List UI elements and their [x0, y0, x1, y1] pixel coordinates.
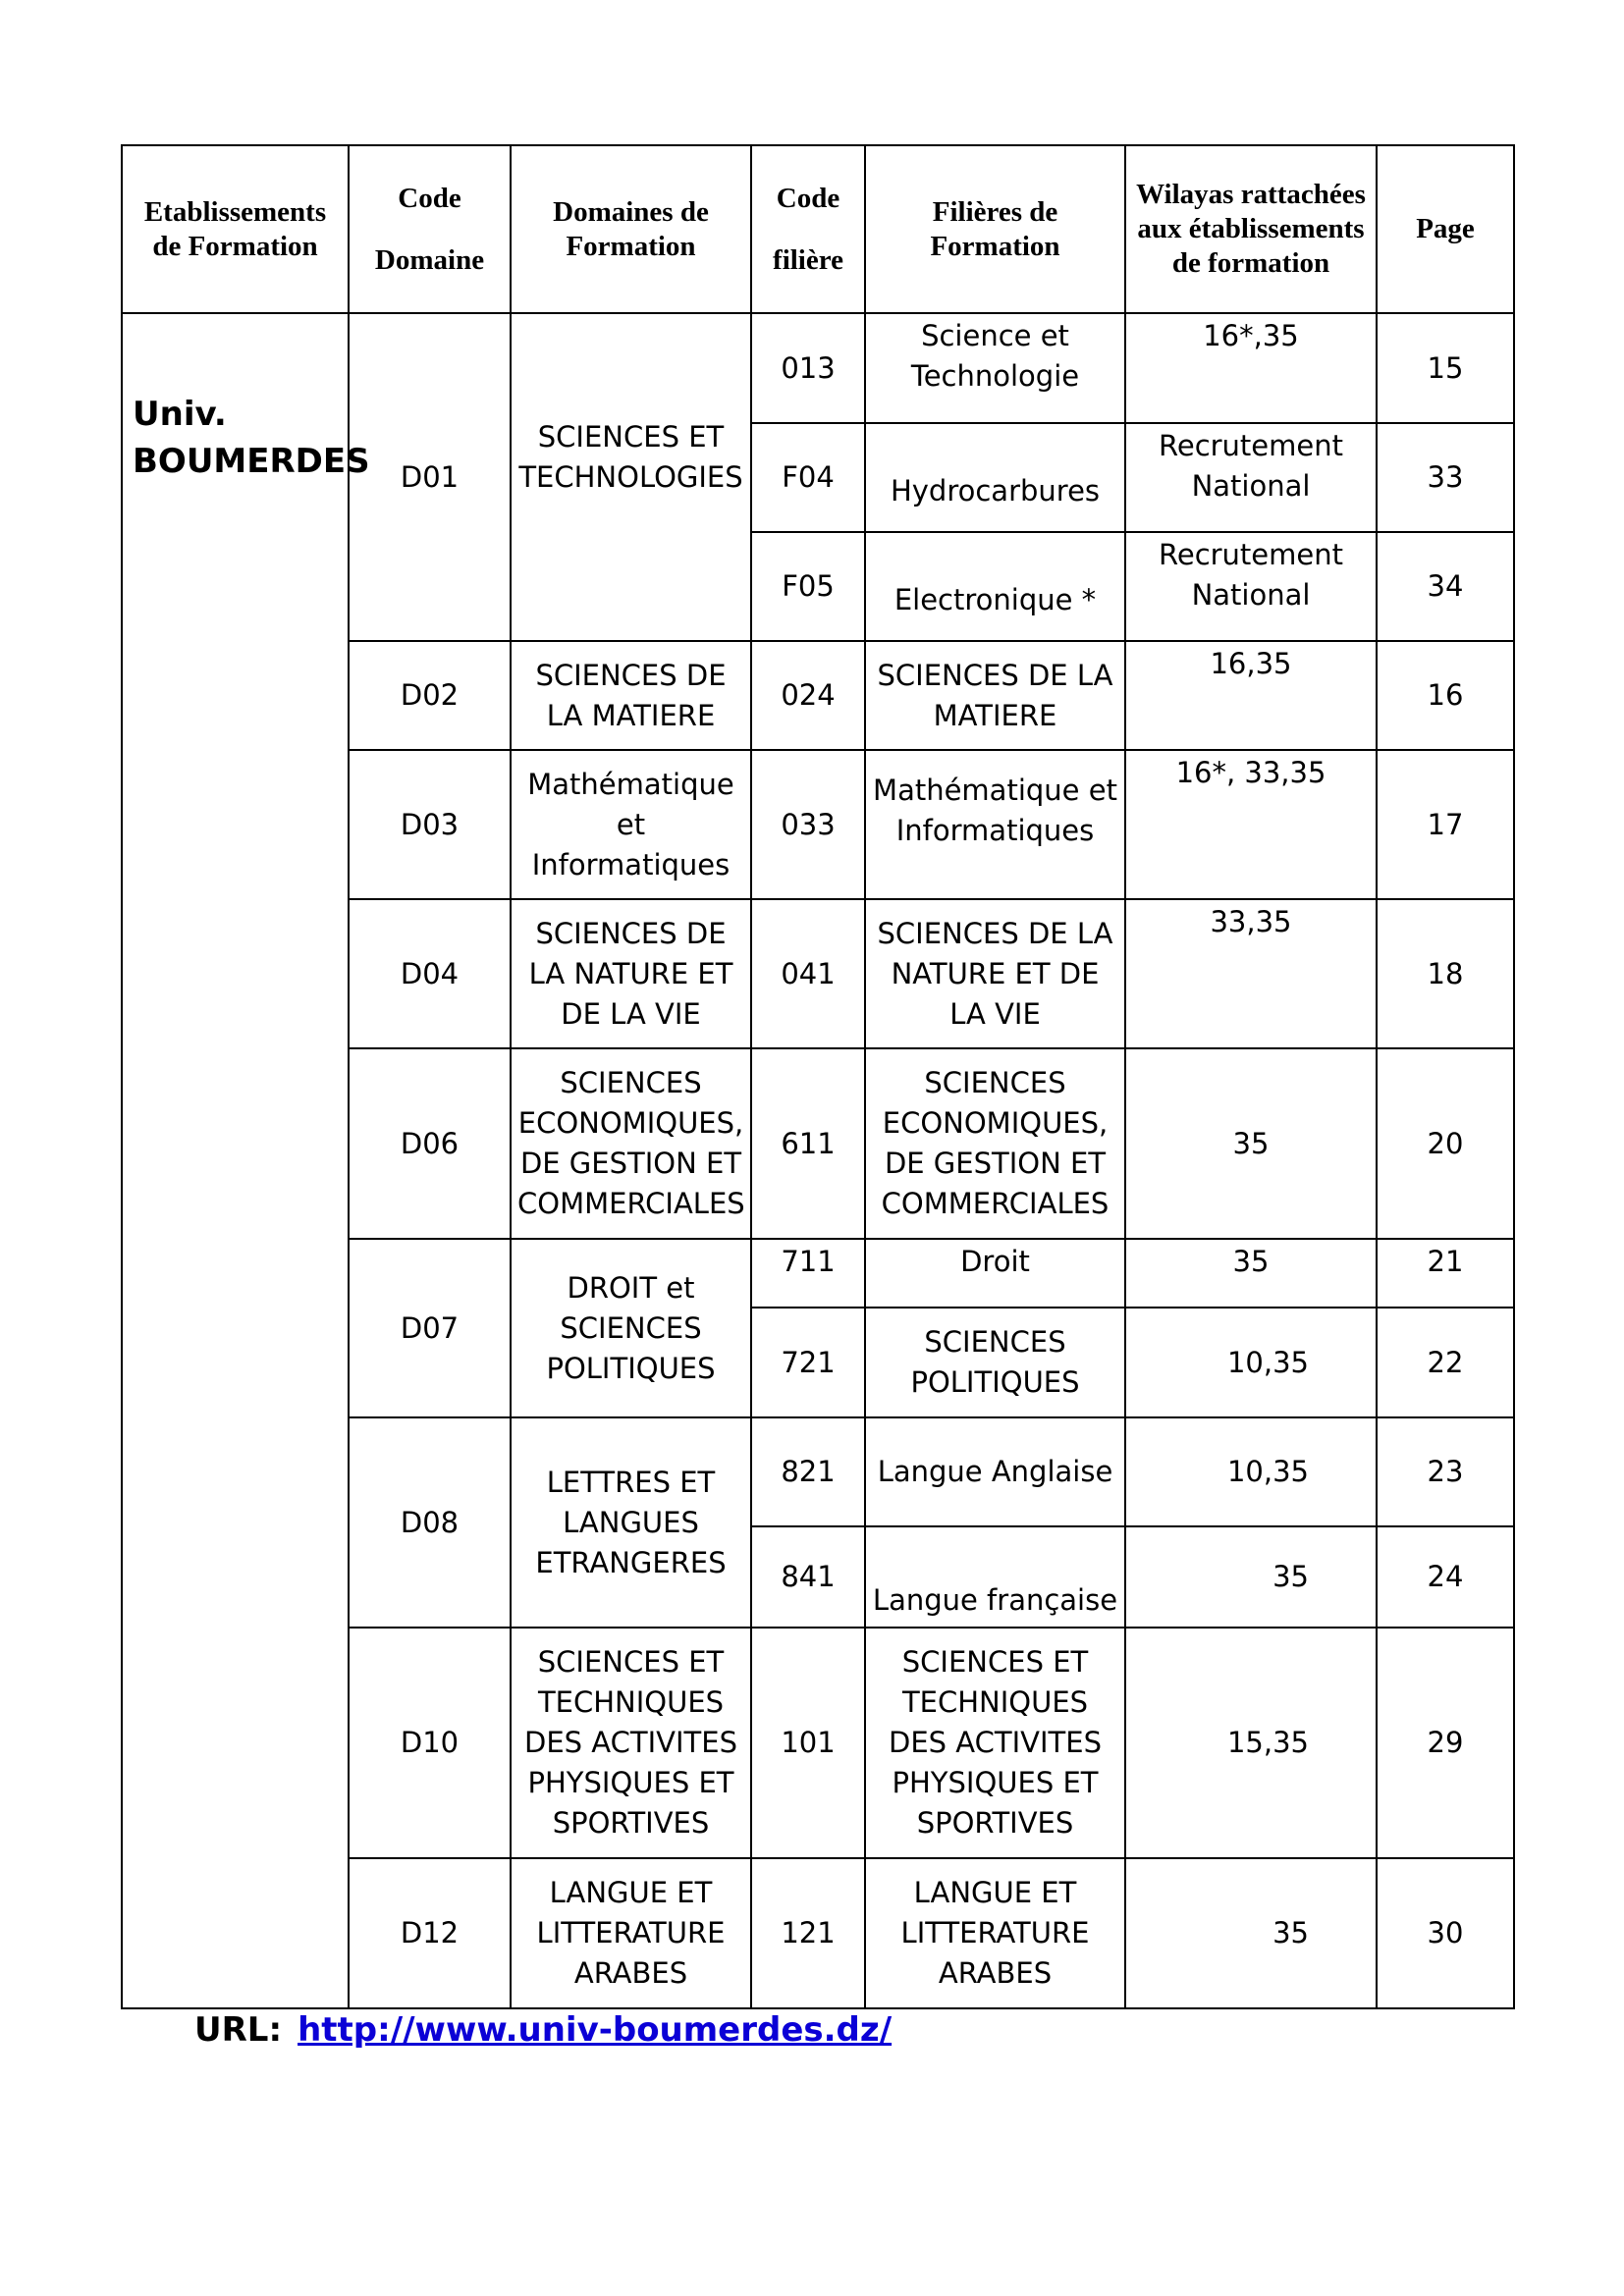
code-filiere: 101 [751, 1628, 865, 1858]
header-row [122, 145, 1514, 313]
university-website-link[interactable]: http://www.univ-boumerdes.dz/ [298, 2010, 893, 2050]
page-number: 21 [1377, 1239, 1514, 1308]
code-filiere: 033 [751, 750, 865, 899]
filiere: Mathématique et Informatiques [865, 750, 1125, 899]
wilayas: 33,35 [1125, 899, 1377, 1048]
filiere: SCIENCES ECONOMIQUES, DE GESTION ET COMMERCIALES [865, 1048, 1125, 1239]
wilayas: 16,35 [1125, 641, 1377, 750]
header-etablissements: Etablissements de Formation [122, 145, 349, 313]
domaine: SCIENCES ET TECHNIQUES DES ACTIVITES PHYSIQUES ET SPORTIVES [511, 1628, 751, 1858]
wilayas: 16*, 33,35 [1125, 750, 1377, 899]
code-filiere: F05 [751, 532, 865, 641]
domaine: LANGUE ET LITTERATURE ARABES [511, 1858, 751, 2008]
page-number: 22 [1377, 1308, 1514, 1417]
wilayas: 10,35 [1125, 1417, 1377, 1526]
formation-table [121, 144, 1515, 2009]
page-number: 15 [1377, 313, 1514, 423]
code-domaine: D12 [349, 1858, 511, 2008]
code-domaine: D04 [349, 899, 511, 1048]
filiere: Hydrocarbures [865, 423, 1125, 532]
code-domaine: D10 [349, 1628, 511, 1858]
filiere: Science et Technologie [865, 313, 1125, 423]
page-number: 23 [1377, 1417, 1514, 1526]
wilayas: Recrutement National [1125, 532, 1377, 641]
code-domaine: D06 [349, 1048, 511, 1239]
code-filiere: 611 [751, 1048, 865, 1239]
wilayas: 35 [1125, 1526, 1377, 1628]
page-number: 34 [1377, 532, 1514, 641]
code-domaine: D02 [349, 641, 511, 750]
wilayas: 10,35 [1125, 1308, 1377, 1417]
filiere: Langue française [865, 1526, 1125, 1628]
header-domaines: Domaines de Formation [511, 145, 751, 313]
code-filiere: 013 [751, 313, 865, 423]
url-label: URL: [194, 2010, 283, 2050]
code-filiere: 841 [751, 1526, 865, 1628]
code-domaine: D01 [349, 313, 511, 641]
code-filiere: F04 [751, 423, 865, 532]
header-code-domaine [349, 145, 511, 313]
page-number: 29 [1377, 1628, 1514, 1858]
code-filiere: 721 [751, 1308, 865, 1417]
page-number: 30 [1377, 1858, 1514, 2008]
code-filiere: 711 [751, 1239, 865, 1308]
page-number: 18 [1377, 899, 1514, 1048]
filiere: LANGUE ET LITTERATURE ARABES [865, 1858, 1125, 2008]
filiere: Droit [865, 1239, 1125, 1308]
table-row [122, 313, 1514, 423]
page-number: 24 [1377, 1526, 1514, 1628]
domaine: LETTRES ET LANGUES ETRANGERES [511, 1417, 751, 1628]
page-number: 20 [1377, 1048, 1514, 1239]
domaine: SCIENCES ECONOMIQUES, DE GESTION ET COMMERCIALES [511, 1048, 751, 1239]
page-number: 33 [1377, 423, 1514, 532]
footer-url [194, 2010, 892, 2050]
filiere: SCIENCES DE LA NATURE ET DE LA VIE [865, 899, 1125, 1048]
header-code-filiere [751, 145, 865, 313]
domaine: SCIENCES DE LA MATIERE [511, 641, 751, 750]
filiere: SCIENCES ET TECHNIQUES DES ACTIVITES PHYSIQUES ET SPORTIVES [865, 1628, 1125, 1858]
page-number: 17 [1377, 750, 1514, 899]
domaine: DROIT et SCIENCES POLITIQUES [511, 1239, 751, 1417]
domaine: Mathématique et Informatiques [511, 750, 751, 899]
code-domaine: D07 [349, 1239, 511, 1417]
header-filieres: Filières de Formation [865, 145, 1125, 313]
wilayas: 16*,35 [1125, 313, 1377, 423]
wilayas: Recrutement National [1125, 423, 1377, 532]
filiere: SCIENCES POLITIQUES [865, 1308, 1125, 1417]
header-code-filiere-line2: filière [773, 243, 843, 276]
wilayas: 35 [1125, 1239, 1377, 1308]
wilayas: 15,35 [1125, 1628, 1377, 1858]
header-code-filiere-line1: Code [776, 182, 840, 214]
code-filiere: 121 [751, 1858, 865, 2008]
header-wilayas: Wilayas rattachées aux établissements de formation [1125, 145, 1377, 313]
page-number: 16 [1377, 641, 1514, 750]
header-code-domaine-line1: Code [398, 182, 461, 214]
code-filiere: 041 [751, 899, 865, 1048]
wilayas: 35 [1125, 1858, 1377, 2008]
filiere: SCIENCES DE LA MATIERE [865, 641, 1125, 750]
code-filiere: 024 [751, 641, 865, 750]
institution-name: Univ. BOUMERDES [122, 313, 349, 2008]
domaine: SCIENCES DE LA NATURE ET DE LA VIE [511, 899, 751, 1048]
filiere: Langue Anglaise [865, 1417, 1125, 1526]
wilayas: 35 [1125, 1048, 1377, 1239]
code-domaine: D03 [349, 750, 511, 899]
code-filiere: 821 [751, 1417, 865, 1526]
header-code-domaine-line2: Domaine [374, 243, 485, 276]
filiere: Electronique * [865, 532, 1125, 641]
code-domaine: D08 [349, 1417, 511, 1628]
domaine: SCIENCES ET TECHNOLOGIES [511, 313, 751, 641]
header-page: Page [1377, 145, 1514, 313]
